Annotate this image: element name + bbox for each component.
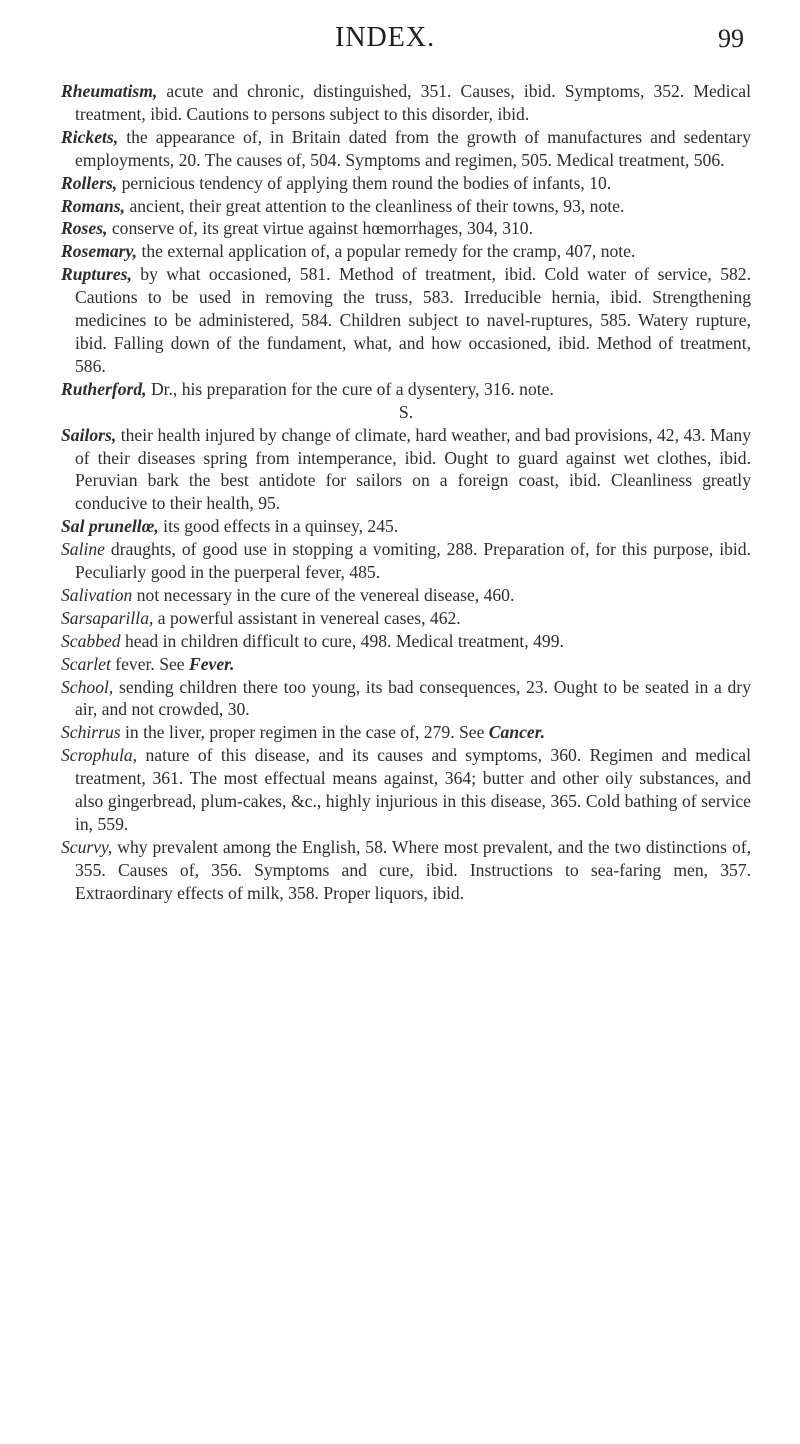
index-entry-rosemary — [61, 240, 751, 263]
entry-text: head in children difficult to cure, 498. Medical treatment, 499. — [120, 630, 564, 651]
entry-text: in the liver, proper regimen in the case of, 279. See — [120, 722, 489, 743]
index-entry-romans — [61, 195, 751, 218]
index-entry-saline — [61, 538, 751, 584]
entry-headword: Sarsaparilla, — [61, 607, 154, 628]
page-number: 99 — [718, 24, 744, 53]
entry-headword: Roses, — [61, 218, 108, 239]
entry-headword: Salivation — [61, 584, 133, 605]
entry-text: draughts, of good use in stopping a vomiting, 288. Preparation of, for this purpose, ibid. Peculiarly good in the puerperal fever, 485. — [75, 539, 751, 583]
entry-text: acute and chronic, distinguished, 351. Causes, ibid. Symptoms, 352. Medical treatment, ibid. Cautions to persons subject to this disorder, ibid. — [75, 81, 751, 124]
entry-headword: Rheumatism, — [61, 81, 158, 101]
entry-headword: Rollers, — [61, 172, 118, 193]
entry-text: Dr., his preparation for the cure of a dysentery, 316. note. — [146, 378, 554, 399]
cross-reference: Cancer. — [488, 722, 546, 743]
index-entry-scurvy — [61, 836, 751, 905]
entry-text: their health injured by change of climate, hard weather, and bad provisions, 42, 43. Many of their diseases spring from intemperance, ibid. Ought to guard against wet clothes, ibid. Peruvian bark the best antidote for sailors on a foreign coast, ibid. Cleanliness greatly conducive to their health, 95. — [75, 424, 751, 514]
index-entry-scrophula — [61, 744, 751, 836]
entry-headword: Romans, — [61, 195, 126, 216]
index-entry-sailors — [61, 424, 751, 516]
entry-text: why prevalent among the English, 58. Where most prevalent, and the two distinctions of, 355. Causes of, 356. Symptoms and cure, ibid. Instructions to sea-faring men, 357. Extraordinary effects of milk, 358. Proper liquors, ibid. — [75, 836, 751, 903]
entry-headword: Scrophula, — [61, 745, 138, 766]
index-entry-salivation — [61, 584, 751, 607]
page-header — [0, 22, 800, 62]
index-entry-sarsaparilla — [61, 607, 751, 630]
entry-text: fever. See — [110, 653, 190, 674]
index-entry-ruptures — [61, 263, 751, 378]
entry-text: the appearance of, in Britain dated from the growth of manufactures and sedentary employments, 20. The causes of, 504. Symptoms and regimen, 505. Medical treatment, 506. — [75, 126, 751, 170]
cross-reference: Fever. — [189, 653, 235, 674]
entry-text: conserve of, its great virtue against hœmorrhages, 304, 310. — [107, 218, 533, 239]
index-entry-school — [61, 676, 751, 722]
entry-text: not necessary in the cure of the venereal disease, 460. — [132, 584, 515, 605]
index-entry-schirrus — [61, 721, 751, 744]
index-entry-rollers — [61, 172, 751, 195]
entry-text: nature of this disease, and its causes and symptoms, 360. Regimen and medical treatment, 361. The most effectual means against, 364; butter and other oily substances, and also gingerbread, plum-cakes, &c., highly injurious in this disease, 365. Cold bathing of service in, 559. — [75, 745, 751, 834]
entry-headword: Scabbed — [61, 630, 121, 651]
index-entry-rutherford — [61, 378, 751, 401]
index-entry-scabbed — [61, 630, 751, 653]
entry-headword: Sal prunellœ, — [61, 516, 159, 537]
entry-headword: Rosemary, — [61, 241, 138, 262]
index-entry-rheumatism — [61, 80, 751, 126]
section-letter: S. — [398, 401, 414, 422]
entry-headword: School, — [61, 676, 114, 697]
entry-headword: Scurvy, — [61, 836, 113, 857]
index-entry-rickets — [61, 126, 751, 172]
entry-headword: Schirrus — [61, 722, 121, 743]
entry-text: a powerful assistant in venereal cases, 462. — [153, 607, 461, 628]
index-body — [61, 80, 751, 905]
entry-headword: Saline — [61, 539, 105, 560]
entry-headword: Rickets, — [61, 126, 119, 147]
entry-headword: Ruptures, — [61, 264, 132, 285]
entry-headword: Sailors, — [61, 424, 117, 445]
entry-text: by what occasioned, 581. Method of treatment, ibid. Cold water of service, 582. Cautions to be used in removing the truss, 583. Irreducible hernia, ibid. Strengthening medicines to be administered, 584. Children subject to navel-ruptures, 585. Watery rupture, ibid. Falling down of the fundament, what, and how occasioned, ibid. Method of treatment, 586. — [75, 264, 751, 376]
index-entry-scarlet — [61, 653, 751, 676]
entry-text: ancient, their great attention to the cleanliness of their towns, 93, note. — [125, 195, 625, 216]
entry-text: the external application of, a popular remedy for the cramp, 407, note. — [137, 241, 636, 262]
index-entry-roses — [61, 217, 751, 240]
entry-text: pernicious tendency of applying them round the bodies of infants, 10. — [117, 172, 612, 193]
entry-text: sending children there too young, its bad consequences, 23. Ought to be seated in a dry air, and not crowded, 30. — [75, 676, 751, 720]
index-entry-sal-prunellae — [61, 515, 751, 538]
entry-text: its good effects in a quinsey, 245. — [158, 516, 399, 537]
running-title: INDEX. — [335, 22, 436, 53]
entry-headword: Rutherford, — [61, 378, 147, 399]
entry-headword: Scarlet — [61, 653, 111, 674]
